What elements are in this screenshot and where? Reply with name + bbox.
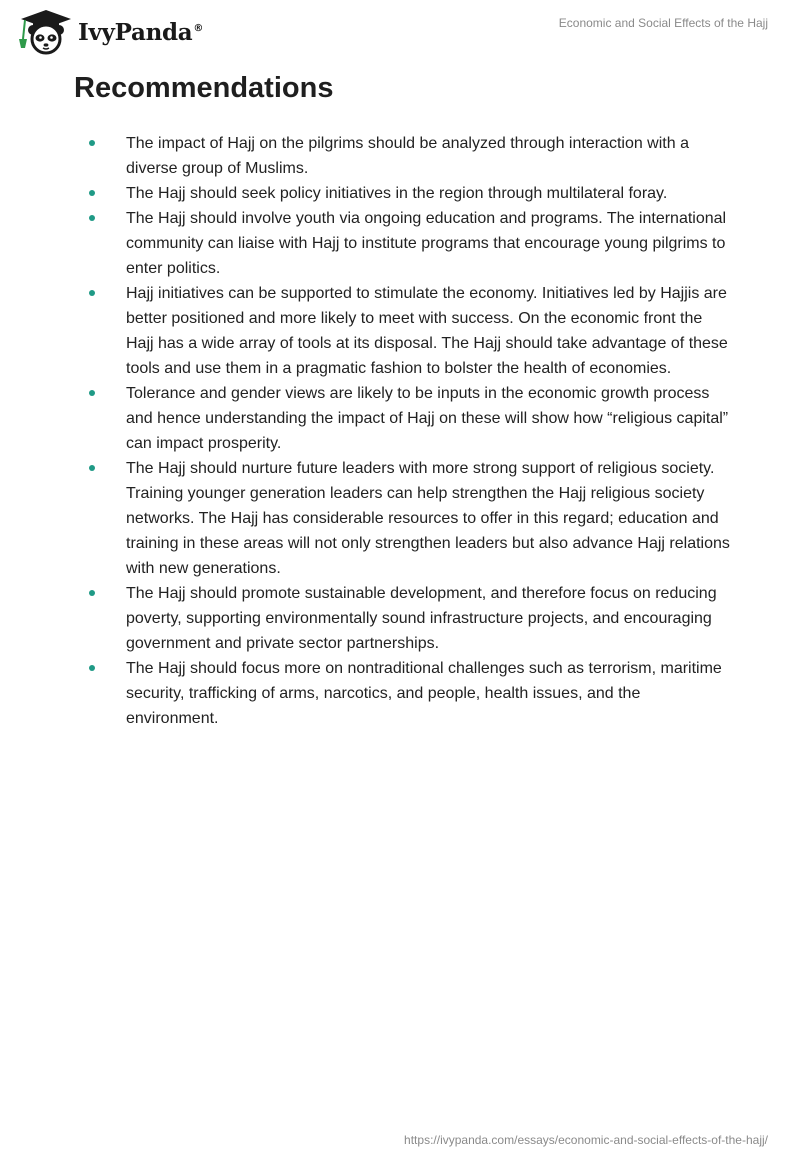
registered-mark: ® xyxy=(193,22,204,34)
bullet-dot-icon xyxy=(89,665,95,671)
bullet-dot-icon xyxy=(89,390,95,396)
list-item-text: The Hajj should promote sustainable development, and therefore focus on reducing poverty, supporting environmentally sound infrastructure projects, and encouraging government and private sector partnerships. xyxy=(126,585,717,652)
list-item xyxy=(0,456,800,581)
footer-url-link[interactable]: https://ivypanda.com/essays/economic-and-social-effects-of-the-hajj/ xyxy=(404,1133,768,1147)
bullet-dot-icon xyxy=(89,590,95,596)
document-title: Economic and Social Effects of the Hajj xyxy=(558,16,768,30)
list-item xyxy=(0,581,800,656)
list-item xyxy=(0,206,800,281)
list-item-text: The Hajj should seek policy initiatives in the region through multilateral foray. xyxy=(126,185,668,202)
list-item xyxy=(0,381,800,456)
bullet-dot-icon xyxy=(89,190,95,196)
list-item-text: The Hajj should nurture future leaders with more strong support of religious society. Training younger generation leaders can help strengthen the Hajj religious society networks. The Hajj has considerable resources to offer in this regard; education and training in these areas will not only strengthen leaders but also advance Hajj relations with new generations. xyxy=(126,460,730,577)
panda-logo-icon xyxy=(16,8,76,56)
logo[interactable] xyxy=(16,8,203,56)
logo-wordmark: IvyPanda xyxy=(78,18,193,46)
recommendations-list xyxy=(0,131,800,731)
list-item xyxy=(0,656,800,731)
list-item-text: Tolerance and gender views are likely to be inputs in the economic growth process and hence understanding the impact of Hajj on these will show how “religious capital” can impact prosperity. xyxy=(126,385,729,452)
logo-text xyxy=(78,19,203,46)
bullet-dot-icon xyxy=(89,140,95,146)
list-item xyxy=(0,181,800,206)
bullet-dot-icon xyxy=(89,290,95,296)
list-item-text: Hajj initiatives can be supported to stimulate the economy. Initiatives led by Hajjis are better positioned and more likely to meet with success. On the economic front the Hajj has a wide array of tools at its disposal. The Hajj should take advantage of these tools and use them in a pragmatic fashion to bolster the health of economies. xyxy=(126,285,728,377)
page-title: Recommendations xyxy=(74,72,334,104)
list-item-text: The impact of Hajj on the pilgrims should be analyzed through interaction with a diverse group of Muslims. xyxy=(126,135,689,177)
list-item-text: The Hajj should involve youth via ongoing education and programs. The international community can liaise with Hajj to institute programs that encourage young pilgrims to enter politics. xyxy=(126,210,727,277)
list-item-text: The Hajj should focus more on nontraditional challenges such as terrorism, maritime security, trafficking of arms, narcotics, and people, health issues, and the environment. xyxy=(126,660,722,727)
list-item xyxy=(0,131,800,181)
bullet-dot-icon xyxy=(89,215,95,221)
bullet-dot-icon xyxy=(89,465,95,471)
list-item xyxy=(0,281,800,381)
header xyxy=(0,0,800,64)
